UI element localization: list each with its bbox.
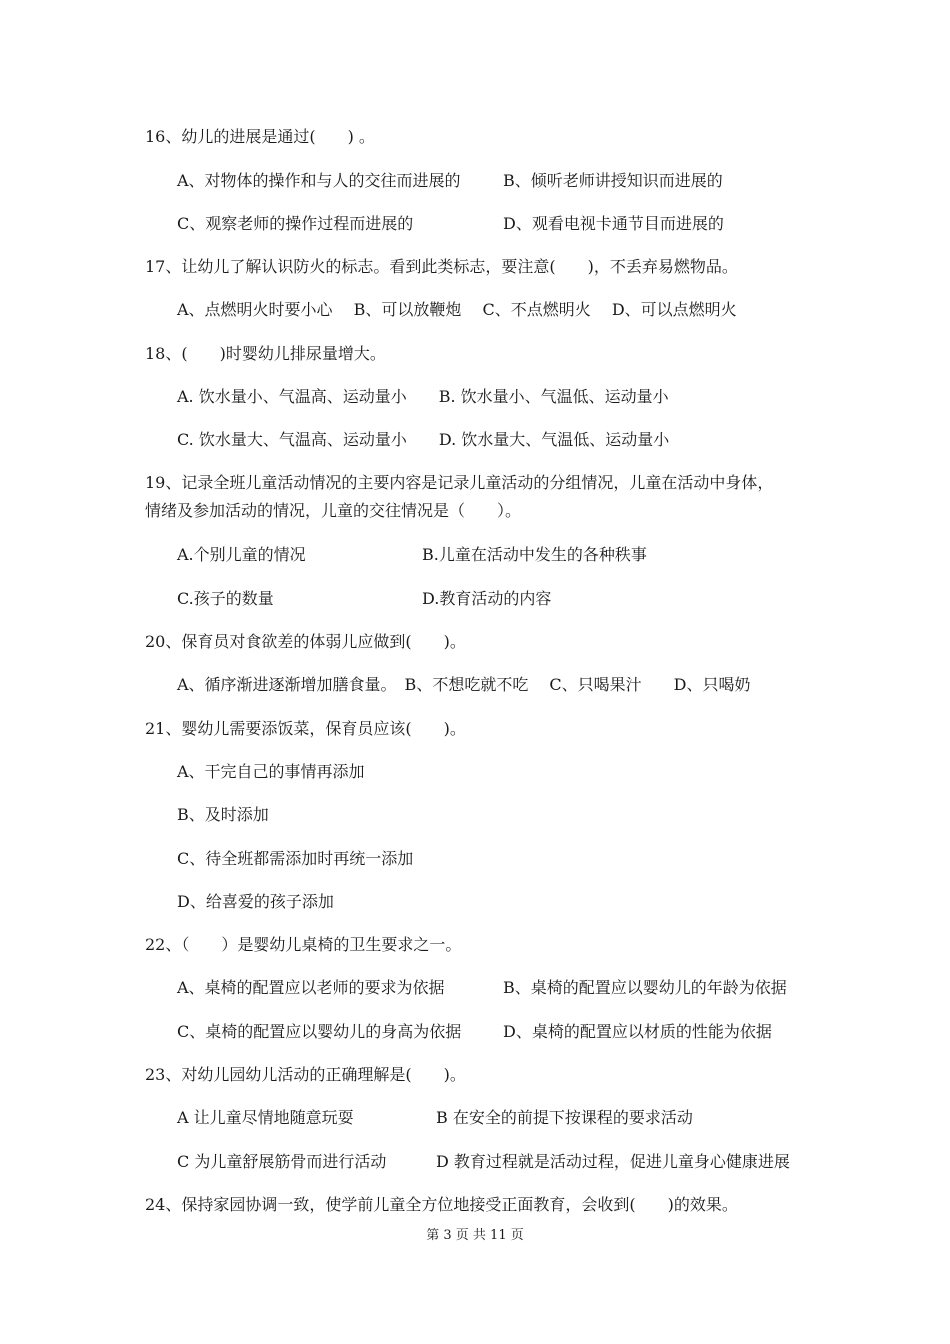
question-22-option-a: A、桌椅的配置应以老师的要求为依据 bbox=[177, 978, 445, 997]
question-21-stem: 21、婴幼儿需要添饭菜，保育员应该( )。 bbox=[145, 719, 466, 738]
question-22-stem: 22、（ ）是婴幼儿桌椅的卫生要求之一。 bbox=[145, 935, 462, 954]
question-23-option-d: D 教育过程就是活动过程，促进儿童身心健康进展 bbox=[436, 1152, 790, 1171]
question-21-option-b: B、及时添加 bbox=[177, 805, 269, 824]
question-16-option-b: B、倾听老师讲授知识而进展的 bbox=[503, 171, 723, 190]
question-22-option-d: D、桌椅的配置应以材质的性能为依据 bbox=[503, 1022, 772, 1041]
question-16-option-a: A、对物体的操作和与人的交往而进展的 bbox=[177, 171, 461, 190]
question-19-option-a: A.个别儿童的情况 bbox=[177, 545, 306, 564]
question-22-option-b: B、桌椅的配置应以婴幼儿的年龄为依据 bbox=[503, 978, 787, 997]
question-23-option-a: A 让儿童尽情地随意玩耍 bbox=[177, 1108, 354, 1127]
question-19-stem: 19、记录全班儿童活动情况的主要内容是记录儿童活动的分组情况，儿童在活动中身体， bbox=[145, 473, 774, 492]
question-16-stem: 16、幼儿的进展是通过( ) 。 bbox=[145, 127, 375, 146]
question-23-stem: 23、对幼儿园幼儿活动的正确理解是( )。 bbox=[145, 1065, 466, 1084]
question-21-option-a: A、干完自己的事情再添加 bbox=[177, 762, 365, 781]
question-20-options: A、循序渐进逐渐增加膳食量。 B、不想吃就不吃 C、只喝果汁 D、只喝奶 bbox=[177, 675, 751, 694]
question-19-option-c: C.孩子的数量 bbox=[177, 589, 274, 608]
question-18-options-cd: C. 饮水量大、气温高、运动量小 D. 饮水量大、气温低、运动量小 bbox=[177, 430, 670, 449]
page-number-footer: 第 3 页 共 11 页 bbox=[426, 1228, 524, 1243]
question-22-option-c: C、桌椅的配置应以婴幼儿的身高为依据 bbox=[177, 1022, 462, 1041]
question-19-option-d: D.教育活动的内容 bbox=[422, 589, 552, 608]
question-19-option-b: B.儿童在活动中发生的各种秩事 bbox=[422, 545, 647, 564]
question-16-option-c: C、观察老师的操作过程而进展的 bbox=[177, 214, 414, 233]
question-19-stem-continued: 情绪及参加活动的情况，儿童的交往情况是（ ）。 bbox=[145, 501, 522, 520]
question-21-option-c: C、待全班都需添加时再统一添加 bbox=[177, 849, 414, 868]
question-16-option-d: D、观看电视卡通节目而进展的 bbox=[503, 214, 724, 233]
question-18-options-ab: A. 饮水量小、气温高、运动量小 B. 饮水量小、气温低、运动量小 bbox=[177, 387, 669, 406]
question-18-stem: 18、( )时婴幼儿排尿量增大。 bbox=[145, 344, 386, 363]
question-24-stem: 24、保持家园协调一致，使学前儿童全方位地接受正面教育，会收到( )的效果。 bbox=[145, 1195, 738, 1214]
question-23-option-b: B 在安全的前提下按课程的要求活动 bbox=[436, 1108, 693, 1127]
question-17-options: A、点燃明火时要小心 B、可以放鞭炮 C、不点燃明火 D、可以点燃明火 bbox=[177, 300, 737, 319]
question-20-stem: 20、保育员对食欲差的体弱儿应做到( )。 bbox=[145, 632, 466, 651]
question-23-option-c: C 为儿童舒展筋骨而进行活动 bbox=[177, 1152, 387, 1171]
question-21-option-d: D、给喜爱的孩子添加 bbox=[177, 892, 334, 911]
question-17-stem: 17、让幼儿了解认识防火的标志。看到此类标志，要注意( )，不丢弃易燃物品。 bbox=[145, 257, 738, 276]
